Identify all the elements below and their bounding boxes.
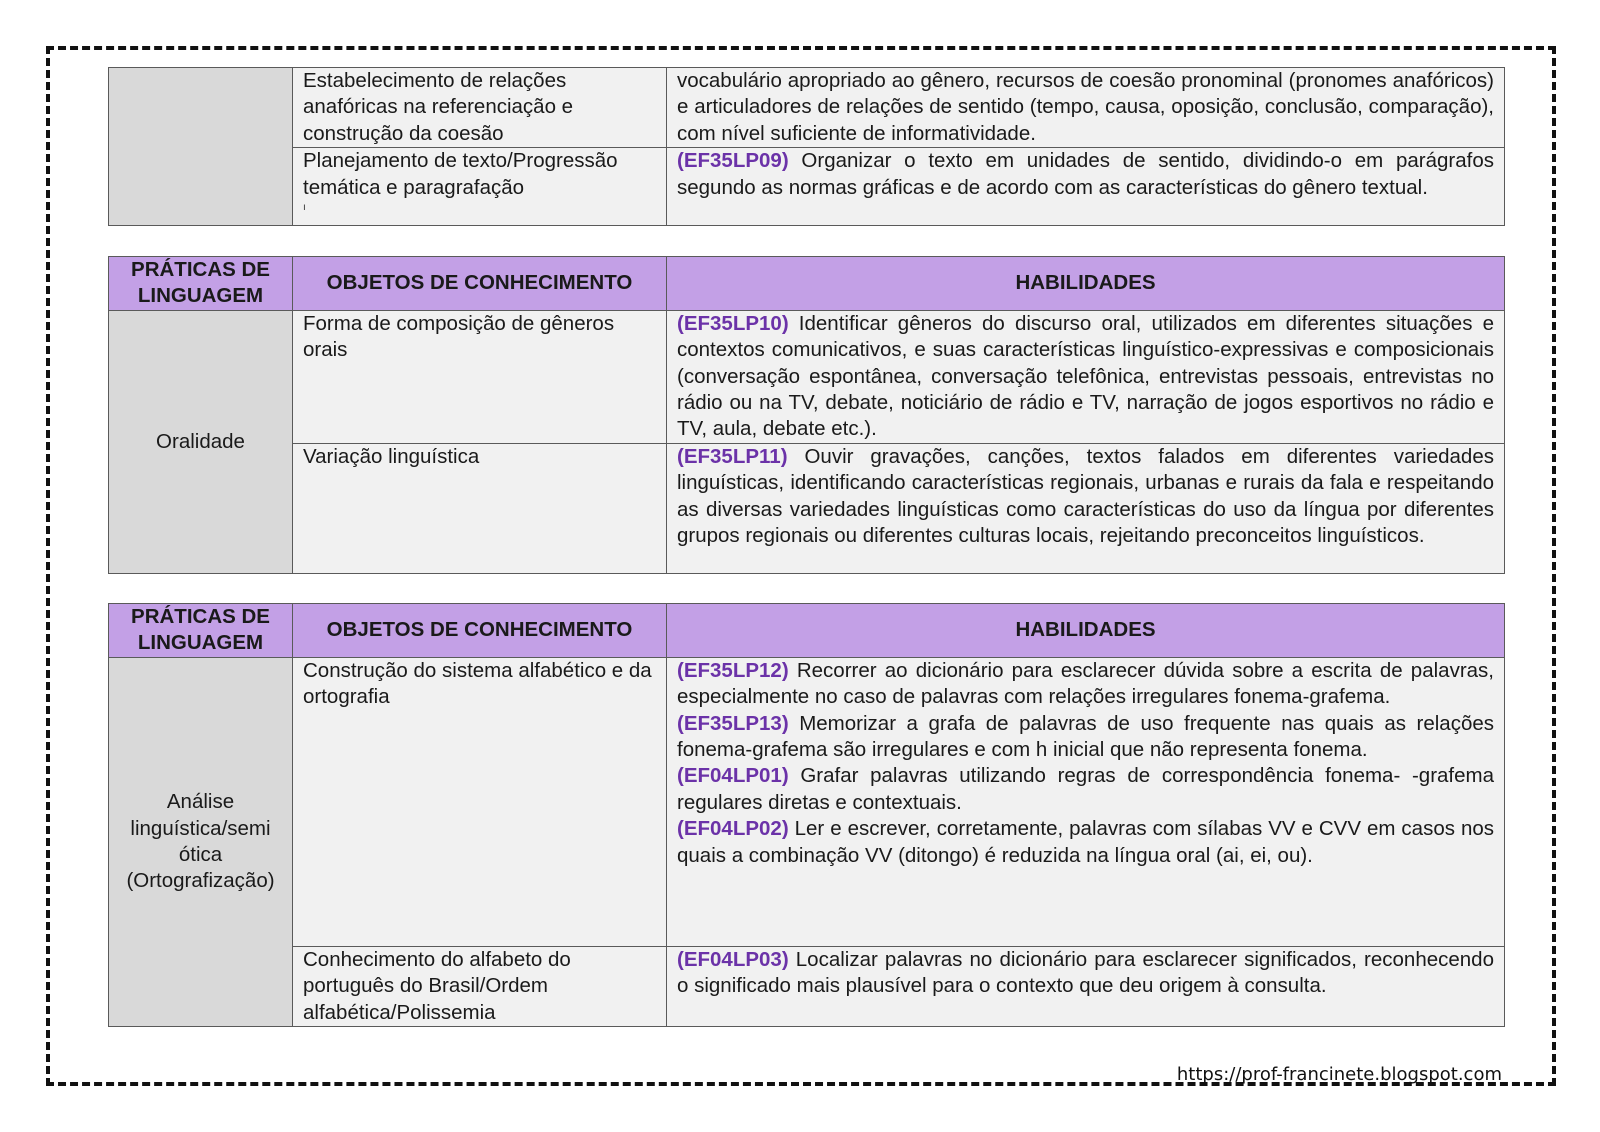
table-row: [109, 657, 1505, 946]
habilidade-cell: [667, 946, 1505, 1026]
table-row: [109, 148, 1505, 226]
table-analise-linguistica: [108, 603, 1505, 1027]
habilidade-cell: [667, 657, 1505, 946]
habilidade-cell: [667, 148, 1505, 226]
skill-code: (EF04LP01): [677, 764, 789, 788]
skill-code: (EF04LP03): [677, 947, 789, 971]
objeto-cell: Conhecimento do alfabeto do português do Brasil/Ordem alfabética/Polissemia: [293, 946, 667, 1026]
header-habilidades: HABILIDADES: [667, 604, 1505, 658]
skill-code: (EF35LP11): [677, 444, 788, 468]
table-header-row: [109, 257, 1505, 311]
header-praticas: PRÁTICAS DE LINGUAGEM: [109, 257, 293, 311]
skill-text: Localizar palavras no dicionário para esclarecer significados, reconhecendo o significado mais plausível para o contexto que deu origem à consulta.: [677, 947, 1494, 998]
habilidade-cell: vocabulário apropriado ao gênero, recursos de coesão pronominal (pronomes anafóricos) e articuladores de relações de sentido (tempo, causa, oposição, conclusão, comparação), com nível suficiente de informatividade.: [667, 68, 1505, 148]
table-row: [109, 443, 1505, 573]
objeto-cell: Estabelecimento de relações anafóricas na referenciação e construção da coesão: [293, 68, 667, 148]
table-header-row: [109, 604, 1505, 658]
skill-text: Ouvir gravações, canções, textos falados em diferentes variedades linguísticas, identificando características regionais, urbanas e rurais da fala e respeitando as diversas variedades linguísticas como características do uso da língua por diferentes grupos regionais ou diferentes culturas locais, rejeitando preconceitos linguísticos.: [677, 444, 1494, 548]
skill-text: Ler e escrever, corretamente, palavras com sílabas VV e CVV em casos nos quais a combinação VV (ditongo) é reduzida na língua oral (ai, ei, ou).: [677, 817, 1494, 867]
skill-code: (EF35LP12): [677, 658, 789, 682]
skill-text: Organizar o texto em unidades de sentido, dividindo-o em parágrafos segundo as normas gráficas e de acordo com as características do gênero textual.: [677, 149, 1494, 199]
skill-text: Identificar gêneros do discurso oral, utilizados em diferentes situações e contextos comunicativos, e suas características linguístico-expressivas e composicionais (conversação espontânea, conversação telefônica, entrevistas pessoais, entrevistas no rádio ou na TV, debate, noticiário de rádio e TV, narração de jogos esportivos no rádio e TV, aula, debate etc.).: [677, 311, 1494, 441]
objeto-cell: Forma de composição de gêneros orais: [293, 310, 667, 443]
skill-code: (EF35LP09): [677, 149, 789, 173]
table-row: [109, 946, 1505, 1026]
header-habilidades: HABILIDADES: [667, 257, 1505, 311]
skill-text: Recorrer ao dicionário para esclarecer dúvida sobre a escrita de palavras, especialmente no caso de palavras com relações irregulares fonema-grafema.: [677, 658, 1494, 709]
praticas-cell: Oralidade: [109, 310, 293, 573]
header-praticas: PRÁTICAS DE LINGUAGEM: [109, 604, 293, 658]
stray-mark: ı: [303, 202, 306, 214]
skill-item: [677, 658, 1494, 711]
skill-text: Grafar palavras utilizando regras de correspondência fonema- -grafema regulares diretas e contextuais.: [677, 764, 1494, 814]
objeto-cell: Variação linguística: [293, 443, 667, 573]
table-continuation: [108, 67, 1505, 226]
objeto-text: Planejamento de texto/Progressão temática e paragrafação: [303, 149, 618, 199]
table-row: [109, 68, 1505, 148]
habilidade-cell: [667, 310, 1505, 443]
praticas-cell-empty: [109, 68, 293, 226]
objeto-cell: [293, 148, 667, 226]
skill-item: [677, 763, 1494, 816]
blog-url: https://prof-francinete.blogspot.com: [1176, 1064, 1502, 1085]
skill-code: (EF35LP13): [677, 711, 789, 735]
skill-item: [677, 816, 1494, 869]
objeto-cell: Construção do sistema alfabético e da ortografia: [293, 657, 667, 946]
praticas-cell: Análise linguística/semi ótica (Ortografização): [109, 657, 293, 1026]
skill-code: (EF04LP02): [677, 817, 789, 841]
header-objetos: OBJETOS DE CONHECIMENTO: [293, 257, 667, 311]
skill-text: Memorizar a grafa de palavras de uso frequente nas quais as relações fonema-grafema são irregulares e com h inicial que não representa fonema.: [677, 711, 1494, 762]
table-oralidade: [108, 256, 1505, 574]
habilidade-cell: [667, 443, 1505, 573]
skill-code: (EF35LP10): [677, 311, 789, 335]
header-objetos: OBJETOS DE CONHECIMENTO: [293, 604, 667, 658]
table-row: [109, 310, 1505, 443]
skill-item: [677, 711, 1494, 764]
